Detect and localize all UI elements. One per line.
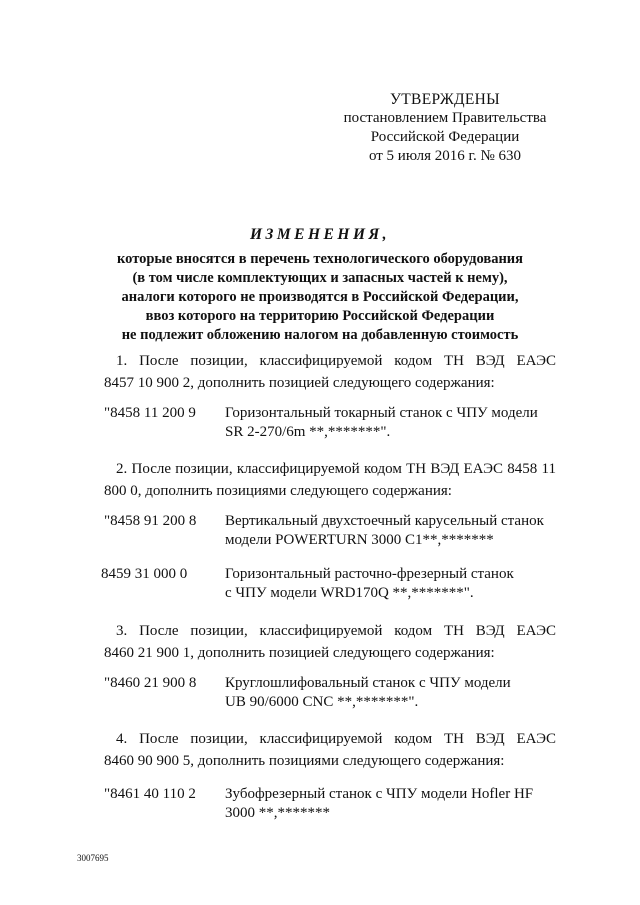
- paragraph-line: 1. После позиции, классифицируемой кодом ТН ВЭД ЕАЭС: [116, 353, 556, 369]
- footer-document-number: 3007695: [77, 853, 109, 863]
- paragraph-line: 2. После позиции, классифицируемой кодом ТН ВЭД ЕАЭС 8458 11: [116, 461, 556, 477]
- tn-ved-code: 8459 31 000 0: [101, 566, 188, 582]
- equipment-description: [225, 785, 555, 823]
- item-4-paragraph: [104, 728, 556, 772]
- description-line: Горизонтальный токарный станок с ЧПУ модели: [225, 405, 538, 421]
- description-line: SR 2-270/6m **,*******".: [225, 424, 391, 440]
- subtitle-line: (в том числе комплектующих и запасных частей к нему),: [132, 270, 508, 286]
- tn-ved-code: "8461 40 110 2: [104, 786, 196, 802]
- document-title: ИЗМЕНЕНИЯ,: [249, 226, 391, 243]
- description-line: UB 90/6000 CNC **,*******".: [225, 694, 419, 710]
- tn-ved-code: "8460 21 900 8: [104, 675, 197, 691]
- equipment-description: [225, 404, 555, 442]
- item-2-paragraph: [104, 458, 556, 502]
- approval-heading: УТВЕРЖДЕНЫ: [390, 91, 500, 108]
- description-line: Круглошлифовальный станок с ЧПУ модели: [225, 675, 511, 691]
- approval-date-line: от 5 июля 2016 г. № 630: [368, 148, 522, 164]
- tn-ved-code: "8458 91 200 8: [104, 513, 197, 529]
- approval-line: Российской Федерации: [370, 129, 520, 145]
- paragraph-line: 800 0, дополнить позициями следующего содержания:: [104, 483, 452, 499]
- description-line: Зубофрезерный станок с ЧПУ модели Hofler HF: [225, 786, 534, 802]
- approval-block: [340, 90, 550, 166]
- description-line: с ЧПУ модели WRD170Q **,*******".: [225, 585, 474, 601]
- paragraph-line: 8460 90 900 5, дополнить позициями следующего содержания:: [104, 753, 505, 769]
- paragraph-line: 8457 10 900 2, дополнить позицией следующего содержания:: [104, 375, 495, 391]
- equipment-description: [225, 565, 555, 603]
- paragraph-line: 4. После позиции, классифицируемой кодом ТН ВЭД ЕАЭС: [116, 731, 556, 747]
- subtitle-line: которые вносятся в перечень технологического оборудования: [116, 251, 524, 267]
- subtitle-line: аналоги которого не производятся в Российской Федерации,: [121, 289, 519, 305]
- approval-line: постановлением Правительства: [343, 110, 547, 126]
- item-3-paragraph: [104, 620, 556, 664]
- subtitle-line: ввоз которого на территорию Российской Федерации: [145, 308, 495, 324]
- description-line: Вертикальный двухстоечный карусельный станок: [225, 513, 544, 529]
- document-subtitle: [70, 250, 570, 345]
- equipment-description: [225, 512, 555, 550]
- description-line: 3000 **,*******: [225, 805, 330, 821]
- tn-ved-code: "8458 11 200 9: [104, 405, 196, 421]
- item-1-paragraph: [104, 350, 556, 394]
- equipment-description: [225, 674, 555, 712]
- paragraph-line: 8460 21 900 1, дополнить позицией следующего содержания:: [104, 645, 495, 661]
- description-line: модели POWERTURN 3000 C1**,*******: [225, 532, 494, 548]
- subtitle-line: не подлежит обложению налогом на добавленную стоимость: [121, 327, 519, 343]
- paragraph-line: 3. После позиции, классифицируемой кодом ТН ВЭД ЕАЭС: [116, 623, 556, 639]
- description-line: Горизонтальный расточно-фрезерный станок: [225, 566, 514, 582]
